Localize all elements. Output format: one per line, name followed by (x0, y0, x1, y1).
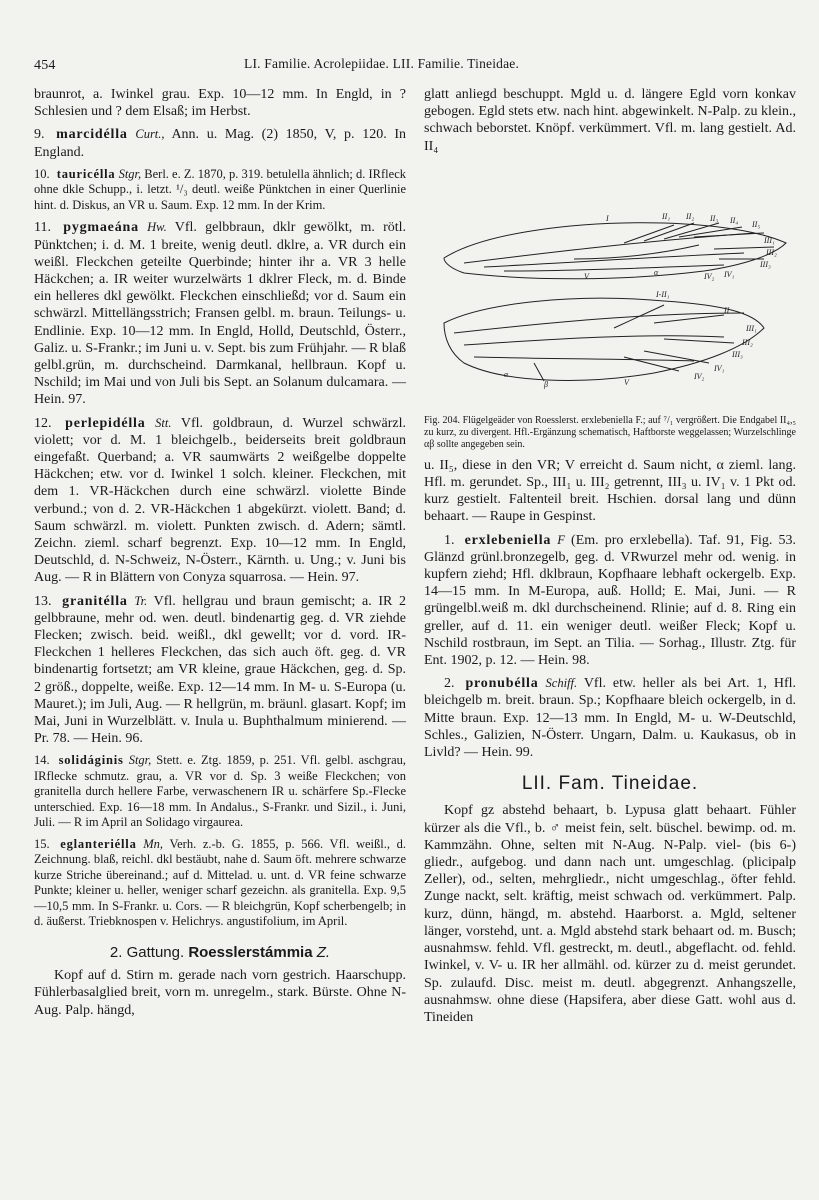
genus-description: Kopf auf d. Stirn m. gerade nach vorn gestrich. Haarschupp. Fühlerbasalglied breit, vorn m. unregelm., stark. Bürste. Ohne N-Aug. Palp. hängd, (34, 968, 406, 1018)
species-name: eglanteriélla (60, 836, 137, 851)
svg-text:I-II₁: I-II₁ (656, 289, 670, 299)
entry-text: Vfl. hellgrau und braun gemischt; a. IR 2 gelbbraune, mehr od. wen. deutl. bindenartig geg. d. VR ziehde Flecken; zwisch. beid. weißl., dkl gewellt; vor d. vord. IR-Fleckchen 1 helleres Fleckchen, das sich auch öft. geg. d. VR bindenartig fortsetzt; am VR kleine, graue Häckchen, geg. d. Sp. 2 größ., doppelte, weiße. Exp. 12—14 mm. In M- u. S-Europa (u. Mauret.); im Juli, Aug. — R hellgrün, m. bräunl. glasart. Kopf; im Mai, Juni in Wurzelblätt. v. Inula u. Buphthalmum minierend. — Pr. 78. — Hein. 96. (34, 593, 407, 747)
species-entry (34, 593, 406, 748)
svg-text:III₃: III₃ (732, 349, 743, 359)
entry-text: (Em. pro erxlebella). Taf. 91, Fig. 53. Glänzd grünl.bronzegelb, geg. d. VRwurzel mehr od. wenig. in kupfern ziehd; Hfl. dklbraun, Kopfhaare lebhaft ockergelb. Exp. 14—15 mm. In M-Europa, auß. Holld; E. Mai, Juni. — R grüngelbl.weiß m. dkl durchscheinend. Rlinie; auf d. 8. Ring ein greller, auf d. 11. ein weniger deutl. weißer Fleck; Kopf u. Nschild rostbraun, im Sept. an Tilia. — Sorhag., Illustr. Ztg. für Ent. 1902, p. 12. — Hein. 98. (424, 532, 797, 669)
svg-text:β: β (544, 379, 548, 389)
right-column (424, 86, 796, 1032)
entry-text: Berl. e. Z. 1870, p. 319. betulella ähnlich; d. IRfleck ohne dkle Schupp., i. letzt. ¹/₃ deutl. weiße Pünktchen in einer Querlinie hint. d. Diskus, an VR u. Saum. Exp. 12 mm. In der Krim. (34, 166, 407, 212)
genus-prefix: 2. Gattung. (109, 943, 185, 961)
entry-text: Ann. u. Mag. (2) 1850, V, p. 120. In England. (34, 127, 407, 160)
species-author: Stgr, (128, 753, 152, 768)
svg-text:IV₂: IV₂ (694, 371, 705, 381)
species-entry (34, 167, 406, 214)
svg-text:III₂: III₂ (742, 337, 753, 347)
svg-text:II₃: II₃ (710, 213, 719, 223)
species-entry (424, 532, 796, 670)
entry-number: 14. (34, 753, 50, 768)
entry-text: Stett. e. Ztg. 1859, p. 251. Vfl. gelbl. aschgrau, IRflecke schmutz. grau, a. VR vor d. Sp. 3 weiße Fleckchen; von granitella durch hellere Farbe, verwaschenern IR u. schärfere Sp.-Flecke unterschied. Exp. 16—18 mm. In Andalus., S-Frankr. und Sizil., i. Juni, Juli. — R im April an Solidago virgaurea. (34, 753, 407, 830)
svg-text:III₁: III₁ (746, 323, 757, 333)
species-entry (34, 219, 406, 408)
species-author: Schiff. (545, 676, 578, 691)
entry-text: Vfl. goldbraun, d. Wurzel schwärzl. violett; vor d. M. 1 bleichgelb., beiderseits breit goldbraun eingefaßt. Querband; a. VR saumwärts 2 weißgelbe doppelte Häckchen; etw. vor d. Iwinkel 1 solch. kleiner. Fleckchen, mit dem 1. VR-Häckchen durch eine schwärzl. violette Binde verbund.; von d. 2. VR-Häckchen 1 abgekürzt. violett. Band; d. Saum schwärzl. m. violett. Punkten zwisch. d. Adern; sämtl. Zeichn. zieml. scharf begrenzt. Exp. 10—12 mm. In Engld, Deutschld, d. N-Schweiz, N-Österr., Kärnth. u. Ung.; v. Juni bis Aug. — R in Blättern von Conyza squarrosa. — Hein. 97. (34, 415, 406, 586)
species-name: granitélla (62, 593, 128, 609)
species-name: marcidélla (56, 127, 128, 143)
continued-paragraph: glatt anliegd beschuppt. Mgld u. d. längere Egld vorn konkav gebogen. Egld stets etw. nach hint. abgewinkelt. N-Palp. zu klein., schwach beborstet. Knöpf. verkümmert. Vfl. m. lang gestielt. Ad. II₄ (424, 87, 796, 154)
entry-number: 15. (34, 836, 50, 851)
svg-text:III₁: III₁ (764, 235, 775, 245)
species-entry (34, 415, 406, 587)
svg-text:V: V (624, 377, 629, 387)
species-entry (34, 837, 406, 930)
svg-text:IV₁: IV₁ (724, 269, 735, 279)
species-entry (34, 126, 406, 160)
svg-text:III₃: III₃ (760, 259, 771, 269)
wing-venation-drawing (424, 163, 796, 413)
entry-text: Verh. z.-b. G. 1855, p. 566. Vfl. weißl., d. Zeichnung. blaß, reichl. dkl bestäubt, nahe d. Saum öft. mehrere schwarze kurze Striche übereinand.; auf d. Mittelad. u. unt. d. VR feine schwarze Punkte; kleiner u. heller, weniger scharf gezeichn. als granitella. Exp. 9,5—10,5 mm. In S-Frankr. u. Cors. — R bleichgrün, Kopf scherbengelb; in d. äußerst. Triebknospen v. Helichrys. angustifolium, im April. (34, 836, 406, 929)
species-name: solidáginis (58, 753, 124, 768)
wing-venation-figure (424, 163, 796, 453)
species-author: Tr. (134, 593, 148, 608)
svg-text:IV₁: IV₁ (714, 363, 725, 373)
svg-text:V: V (584, 271, 589, 281)
entry-number: 11. (34, 220, 51, 236)
species-author: Curt., (135, 127, 165, 142)
species-author: Hw. (147, 220, 167, 235)
running-head: LI. Familie. Acrolepiidae. LII. Familie. Tineidae. (244, 56, 520, 71)
svg-text:II₂: II₂ (686, 211, 695, 221)
species-author: F (557, 532, 565, 547)
species-entry (34, 753, 406, 831)
species-name: pronubélla (465, 676, 539, 692)
entry-number: 9. (34, 127, 45, 143)
species-name: tauricélla (56, 166, 116, 181)
species-name: erxlebeniella (464, 532, 552, 548)
svg-text:α: α (654, 267, 659, 277)
genus-name: Roesslerstámmia (188, 943, 313, 961)
entry-number: 1. (444, 532, 455, 548)
entry-number: 12. (34, 415, 52, 431)
svg-text:II₅: II₅ (752, 219, 761, 229)
figure-caption: Fig. 204. Flügelgeäder von Roesslerst. erxlebeniella F.; auf ⁷/₁ vergrößert. Die Endgabel II₄,₅ zu kurz, zu divergent. Hfl.-Ergänzung schematisch, Haftborste weggelassen; Wurzelschlinge αβ sollte angegeben sein. (424, 414, 796, 450)
entry-number: 10. (34, 166, 50, 181)
intro-paragraph: braunrot, a. Iwinkel grau. Exp. 10—12 mm. In Engld, in ? Schlesien und ? dem Elsaß; im Herbst. (34, 87, 406, 120)
species-author: Stt. (155, 415, 172, 430)
svg-text:I: I (606, 213, 609, 223)
entry-text: Vfl. etw. heller als bei Art. 1, Hfl. bleichgelb m. breit. braun. Sp.; Kopfhaare bleich ockergelb, in d. Mitte braun. Exp. 12—13 mm. In Engld, M- u. W-Deutschld, Schles., Galizien, N-Österr. Ungarn, Dalm. u. Kaukasus, ob in Livld? — Hein. 99. (424, 676, 797, 761)
genus-continued-text: u. II₅, diese in den VR; V erreicht d. Saum nicht, α zieml. lang. Hfl. m. gerundet. Sp., III₁ u. III₂ getrennt, III₃ u. IV₁ v. 1 Pkt od. kurz gestielt. Faltenteil breit. Hschien. dorsal lang und dünn behaart. — Raupe in Gespinst. (424, 457, 796, 525)
entry-text: Vfl. gelbbraun, dklr gewölkt, m. rötl. Pünktchen; i. d. M. 1 breite, wenig deutl. dklre, a. VR durch ein weißl. Fleckchen geteilte Querbinde; hinter ihr a. VR 3 helle Häckchen; a. IR weiter wurzelwärts 1 dklrer Fleck, m. d. Binde ein helleres dkl gewölkt. Fleckchen einschließd; vor d. Saum ein schwärzl. Mittellängsstrich; Fransen gelbl. m. braun. Teilungs- u. Endlinie. Exp. 10—12 mm. In Engld, Holld, Deutschld, Österr., Galiz. u. S-Frankr.; im Juni u. v. Sept. bis zum Frühjahr. — R blaß gelbl.grün, m. durchscheind. Darmkanal, hellbraun. Kopf u. Nschild; im Mai und von Juli bis Sept. an Solanum dulcamara. — Hein. 97. (34, 220, 407, 408)
species-entry (424, 675, 796, 761)
svg-text:α: α (504, 369, 509, 379)
svg-text:III₂: III₂ (766, 247, 777, 257)
family-description: Kopf gz abstehd behaart, b. Lypusa glatt behaart. Fühler kürzer als die Vfl., b. ♂ meist fein, selt. büschel. bewimp. od. m. Kammzähn. Ohne, selten mit N-Aug. N-Palp. viel- (bis 6-) gliedr., aufgebog. und dann nach unt. umgeschlag. (plicipalp Zeller), od., selten, mehrgliedr., nicht umgeschlag., öfter fehld. Zunge nackt, selt. kräftig, meist schwach od. verkümmert. Palp. kurz, dünn, hängd, m. abstehd. Haarborst. a. Mgld, seltener länger, vorstehd, unt. a. Mgld abstehd stark behaart od. m. Busch; ausnahmsw. fehld. Vfl. gestreckt, m. deutl., abgeflacht. od. fehld. Iwinkel, v. V- u. IR her allmähl. od. kürzer zu d. meist gerundet. Sp. zulaufd. Disc. meist m. deutl. abgegrenzt. Anhangszelle, ausnahmsw. ohne diese (Hapsifera, aber diese Gatt. wohl aus d. Tineiden (424, 803, 796, 1025)
entry-number: 2. (444, 676, 455, 692)
family-heading: LII. Fam. Tineidae. (521, 773, 699, 795)
page-number: 454 (34, 58, 56, 73)
species-name: perlepidélla (65, 415, 146, 431)
svg-text:II: II (724, 305, 730, 315)
species-author: Stgr, (118, 166, 142, 181)
entry-number: 13. (34, 593, 52, 609)
genus-heading (34, 944, 406, 961)
svg-text:II₄: II₄ (730, 215, 739, 225)
svg-text:IV₂: IV₂ (704, 271, 715, 281)
species-name: pygmaeána (63, 220, 139, 236)
genus-author: Z. (316, 943, 331, 961)
left-column (34, 86, 406, 1025)
species-author: Mn, (143, 836, 164, 851)
svg-text:II₁: II₁ (662, 211, 671, 221)
